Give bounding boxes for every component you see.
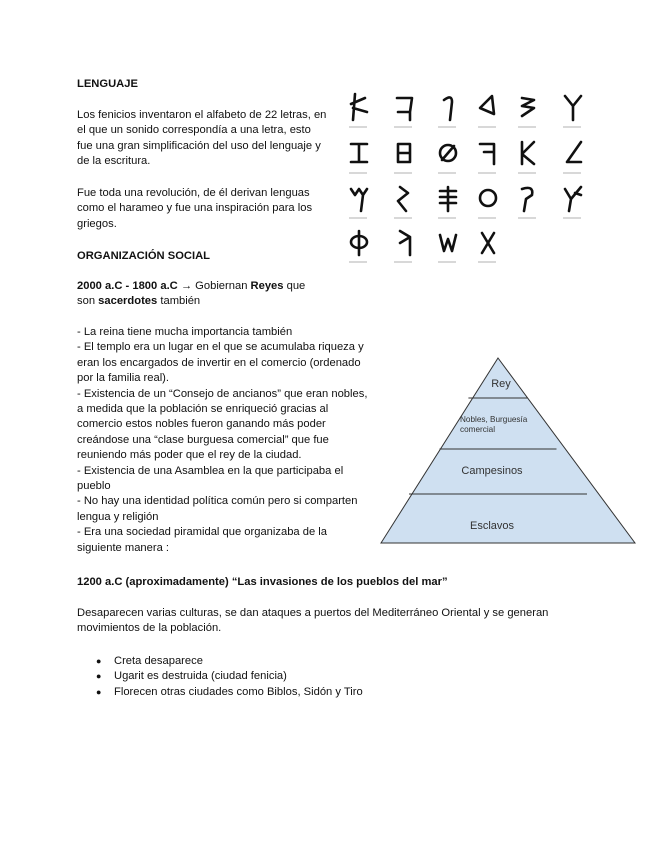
pyramid-level-esclavos: Esclavos: [469, 520, 515, 532]
phoenician-glyph-icon: [398, 144, 410, 162]
phoenician-glyph-icon: [444, 97, 452, 120]
phoenician-glyph-icon: [522, 188, 532, 211]
phoenician-glyph-icon: [398, 187, 408, 211]
phoenician-glyph-icon: [565, 96, 581, 120]
period-1-arrow-text: → Gobiernan: [177, 280, 251, 292]
bullet-icon: ●: [96, 686, 102, 697]
pyramid-level-nobles: Nobles, Burguesía comercial: [460, 415, 528, 434]
point-item: - Existencia de un “Consejo de ancianos” que eran nobles, a medida que la población se enriqueció gracias al comercio estos nobles fueron ganando más poder creándose una “clase burguesa comercial” que fue reuniendo más poder que el rey de la ciudad.: [77, 387, 368, 462]
period-1-sacerdotes: sacerdotes: [98, 295, 158, 308]
point-item: - Era una sociedad piramidal que organizaba de la siguiente manera :: [77, 526, 328, 554]
phoenician-glyph-icon: [351, 231, 367, 255]
social-pyramid-diagram: [378, 355, 638, 547]
point-item: - La reina tiene mucha importancia también: [77, 326, 293, 338]
lenguaje-paragraph-1: Los fenicios inventaron el alfabeto de 22 letras, en el que un sonido correspondía a una letra, esto fue una gran simplificación del uso del lenguaje y de la escritura.: [77, 109, 327, 168]
list-item: [96, 654, 363, 669]
phoenician-glyph-icon: [400, 231, 410, 255]
period-1-dates: 2000 a.C - 1800 a.C: [77, 280, 178, 292]
point-item: - El templo era un lugar en el que se acumulaba riqueza y eran los encargados de invertir en el comercio (ordenado por la familia real).: [77, 341, 364, 385]
bullet-text: Florecen otras ciudades como Biblos, Sidón y Tiro: [114, 685, 363, 698]
lenguaje-paragraph-2: Fue toda una revolución, de él derivan lenguas como el harameo y fue una inspiración para los griegos.: [77, 187, 313, 230]
phoenician-glyph-icon: [440, 235, 456, 251]
invasiones-paragraph: Desaparecen varias culturas, se dan ataques a puertos del Mediterráneo Oriental y se generan movimientos de la población.: [77, 607, 549, 635]
organizacion-points: [77, 325, 373, 556]
bullet-text: Creta desaparece: [114, 655, 203, 667]
section-heading-lenguaje: LENGUAJE: [77, 78, 138, 90]
phoenician-glyph-icon: [480, 96, 494, 114]
point-item: - No hay una identidad política común pero si comparten lengua y religión: [77, 495, 358, 523]
bullet-icon: ●: [96, 671, 102, 682]
phoenician-glyph-icon: [440, 145, 456, 161]
phoenician-glyph-icon: [480, 190, 496, 206]
phoenician-glyph-icon: [351, 94, 367, 120]
phoenician-glyph-icon: [440, 187, 456, 211]
phoenician-glyph-icon: [397, 98, 412, 120]
bullet-icon: ●: [96, 656, 102, 666]
pyramid-level-campesinos: Campesinos: [461, 465, 523, 477]
period-1-que: que: [283, 280, 306, 292]
invasiones-bullet-list: [96, 654, 363, 700]
phoenician-glyph-icon: [351, 144, 367, 162]
phoenician-glyph-icon: [482, 233, 494, 253]
pyramid-level-rey: Rey: [491, 378, 511, 390]
period-1-tambien: también: [157, 295, 201, 308]
point-item: - Existencia de una Asamblea en la que participaba el pueblo: [77, 464, 344, 493]
section-heading-invasiones: 1200 a.C (aproximadamente) “Las invasiones de los pueblos del mar”: [77, 576, 448, 588]
phoenician-alphabet-chart-icon: [345, 92, 595, 267]
bullet-text: Ugarit es destruida (ciudad fenicia): [114, 670, 287, 683]
phoenician-glyph-icon: [351, 189, 367, 211]
list-item: [96, 685, 363, 700]
phoenician-glyph-icon: [522, 98, 534, 116]
phoenician-glyph-icon: [522, 142, 534, 164]
phoenician-glyph-icon: [565, 187, 581, 211]
period-1-reyes: Reyes: [250, 280, 284, 292]
phoenician-glyph-icon: [567, 142, 581, 162]
phoenician-glyph-icon: [480, 144, 494, 164]
period-1-son: son: [77, 295, 99, 308]
section-heading-organizacion: ORGANIZACIÓN SOCIAL: [77, 250, 211, 262]
period-1-line: [77, 279, 337, 310]
list-item: [96, 669, 363, 684]
